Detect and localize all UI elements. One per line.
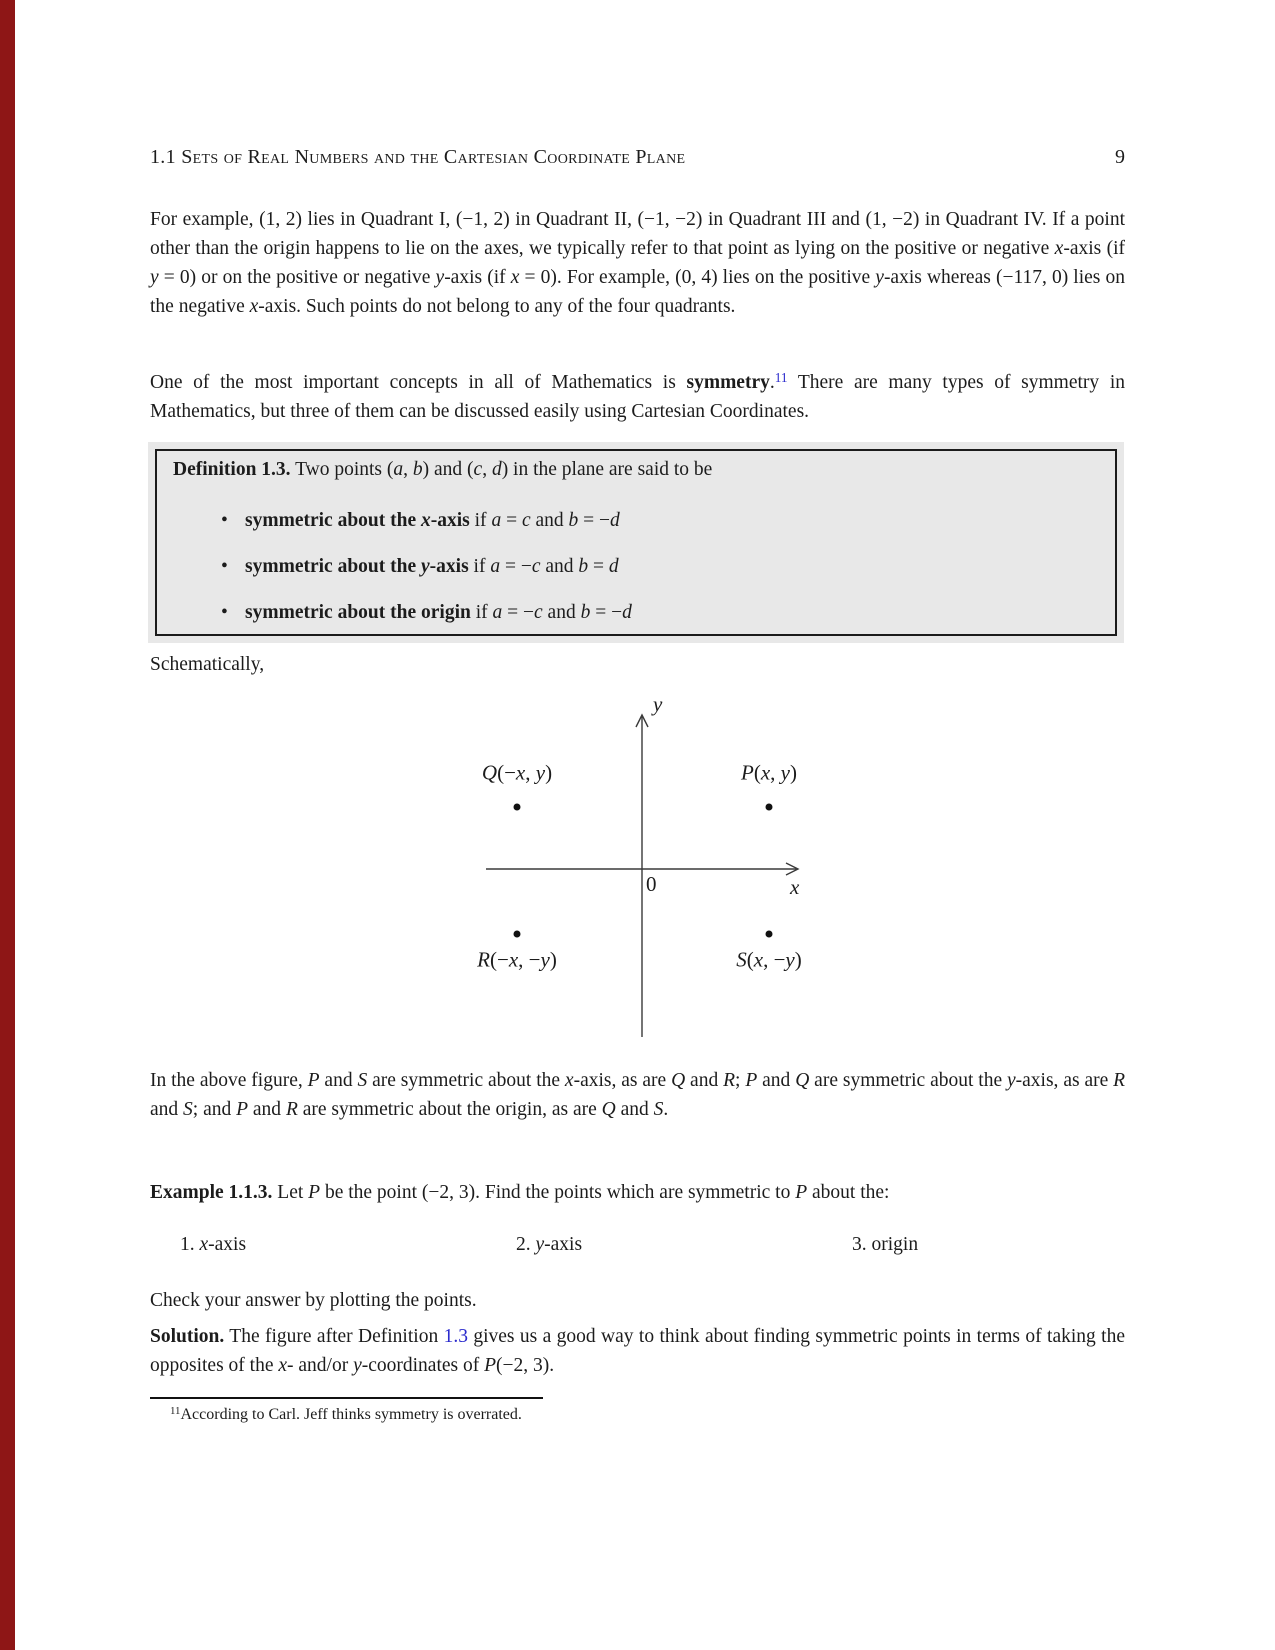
text-segment: 2. <box>516 1234 536 1255</box>
point-dot-s <box>766 931 773 938</box>
text-segment: , <box>403 459 413 480</box>
text-segment: y <box>785 947 795 972</box>
text-segment: 0 <box>646 872 657 896</box>
text-segment: ) <box>549 947 557 972</box>
text-segment: c <box>521 510 531 531</box>
solution-paragraph <box>150 1322 1125 1380</box>
definition-bullet-x-axis <box>173 506 1099 535</box>
text-segment: = − <box>590 602 623 623</box>
text-segment: , <box>770 760 781 785</box>
text-segment: ( <box>746 947 754 972</box>
check-answer-note: Check your answer by plotting the points. <box>150 1290 477 1311</box>
text-segment: . <box>769 372 775 393</box>
point-dot-p <box>766 804 773 811</box>
bullet-icon: • <box>221 602 228 623</box>
schematically-label: Schematically, <box>150 654 265 675</box>
text-segment: symmetric about the origin <box>245 602 471 623</box>
text-segment: are symmetric about the origin, as are <box>297 1099 602 1120</box>
text-segment: Q <box>481 760 498 785</box>
text-segment: (− <box>497 760 516 785</box>
text-segment: c <box>534 602 543 623</box>
text-segment: about the: <box>807 1182 890 1203</box>
text-segment: y <box>540 947 550 972</box>
definition-title <box>173 455 1099 484</box>
text-segment: P <box>745 1070 758 1091</box>
text-segment: and <box>540 556 579 577</box>
text-segment: There are many types of symmetry in Mathematics, but three of them can be discussed easily using Cartesian Coordinates. <box>150 372 1125 422</box>
symmetry-figure <box>450 692 830 1042</box>
text-segment: -coordinates of <box>361 1355 485 1376</box>
text-segment: if <box>469 510 492 531</box>
text-segment: 1. <box>180 1234 200 1255</box>
point-dot-q <box>514 804 521 811</box>
page-number: 9 <box>1115 146 1125 168</box>
text-segment: c <box>473 459 483 480</box>
text-segment: x <box>564 1070 574 1091</box>
definition-bullet-text <box>245 598 632 627</box>
text-segment: x <box>249 296 259 317</box>
text-segment: y <box>421 556 430 577</box>
text-segment: ) <box>794 947 802 972</box>
text-segment: For example, (1, 2) lies in Quadrant I, (−1, 2) in Quadrant II, (−1, −2) in Quadrant III and (1, −2) in Quadrant IV. If a point other than the origin happens to lie on the axes, we typically refer to that point as lying on the positive or negative <box>150 209 1125 259</box>
list-item-x-axis <box>180 1234 246 1256</box>
text-segment: ( <box>753 760 761 785</box>
text-segment: -axis (if <box>1063 238 1125 259</box>
text-segment: if <box>470 602 493 623</box>
answer-options-row <box>150 1234 1125 1264</box>
text-segment: x <box>790 875 800 899</box>
text-segment: R <box>285 1099 298 1120</box>
text-segment: are symmetric about the <box>367 1070 565 1091</box>
text-segment: x <box>508 947 519 972</box>
definition-bullet-y-axis <box>173 552 1099 581</box>
text-segment: Let <box>272 1182 309 1203</box>
text-segment: symmetric about the <box>245 556 422 577</box>
text-segment: y <box>535 760 546 785</box>
text-segment: symmetric about the <box>245 510 422 531</box>
text-segment: x <box>510 267 520 288</box>
text-segment: be the point (−2, 3). Find the points which are symmetric to <box>320 1182 796 1203</box>
text-segment: y <box>653 692 663 716</box>
text-segment: Example 1.1.3. <box>150 1182 273 1203</box>
text-segment: y <box>353 1355 362 1376</box>
text-segment: = − <box>578 510 610 531</box>
text-segment: Two points ( <box>290 459 394 480</box>
text-segment: d <box>608 556 619 577</box>
text-segment: Q <box>601 1099 616 1120</box>
text-segment: = <box>501 510 522 531</box>
text-segment: x <box>515 760 526 785</box>
text-segment: if <box>468 556 491 577</box>
text-segment: -axis, as are <box>573 1070 672 1091</box>
text-segment: -axis. Such points do not belong to any of the four quadrants. <box>258 296 736 317</box>
text-segment: b <box>412 459 423 480</box>
text-segment: In the above figure, <box>150 1070 308 1091</box>
text-segment: - and/or <box>287 1355 354 1376</box>
text-segment: S <box>736 947 747 972</box>
footnote-rule <box>150 1397 543 1399</box>
text-segment: 3. origin <box>852 1234 919 1255</box>
text-segment: and <box>615 1099 654 1120</box>
text-segment: = 0) or on the positive or negative <box>158 267 436 288</box>
text-segment: ; <box>735 1070 746 1091</box>
text-segment: -axis <box>208 1234 247 1255</box>
paragraph-quadrants <box>150 205 1125 321</box>
text-segment: -axis <box>430 510 470 531</box>
text-segment: x <box>199 1234 209 1255</box>
definition-bullet-text <box>245 506 620 535</box>
text-segment: = − <box>502 602 535 623</box>
text-segment: ) <box>545 760 553 785</box>
text-segment: , − <box>518 947 541 972</box>
paragraph-figure-explanation <box>150 1066 1125 1124</box>
text-segment: a <box>393 459 404 480</box>
text-segment: d <box>610 510 620 531</box>
text-segment: P <box>484 1355 497 1376</box>
text-segment: y <box>1007 1070 1016 1091</box>
text-segment: x <box>421 510 431 531</box>
text-segment: P <box>236 1099 249 1120</box>
text-segment: b <box>568 510 579 531</box>
text-segment: S <box>653 1099 664 1120</box>
text-segment: y <box>150 267 159 288</box>
text-segment: y <box>780 760 790 785</box>
y-axis-label <box>653 692 662 717</box>
footnote-ref-link[interactable]: 11 <box>774 370 788 386</box>
definition-1-3-link[interactable]: 1.3 <box>443 1326 468 1347</box>
list-item-origin <box>852 1234 918 1256</box>
x-axis-label <box>790 875 799 900</box>
text-segment: -axis (if <box>444 267 511 288</box>
text-segment: P <box>795 1182 808 1203</box>
text-segment: R <box>477 947 490 972</box>
text-segment: Solution. <box>150 1326 225 1347</box>
definition-box <box>148 442 1124 643</box>
text-segment: -axis whereas (−117, 0) lies on the negative <box>150 267 1126 317</box>
text-segment: a <box>491 510 502 531</box>
text-segment: ) and ( <box>422 459 474 480</box>
text-segment: y <box>535 1234 545 1255</box>
text-segment: = 0). For example, (0, 4) lies on the positive <box>519 267 876 288</box>
text-segment: x <box>760 760 771 785</box>
section-header: 1.1 Sets of Real Numbers and the Cartesian Coordinate Plane <box>150 146 686 168</box>
text-segment: S <box>183 1099 193 1120</box>
text-segment: b <box>578 556 589 577</box>
text-segment: R <box>1113 1070 1126 1091</box>
text-segment: a <box>490 556 501 577</box>
text-segment: y <box>435 267 445 288</box>
page-edge-stripe <box>0 0 15 1650</box>
origin-label <box>646 872 657 897</box>
text-segment: S <box>357 1070 368 1091</box>
bullet-icon: • <box>221 556 228 577</box>
text-segment: (−2, 3). <box>496 1355 555 1376</box>
text-segment: y <box>875 267 884 288</box>
text-segment: d <box>491 459 502 480</box>
text-segment: c <box>531 556 541 577</box>
text-segment: According to Carl. Jeff thinks symmetry is overrated. <box>180 1406 522 1423</box>
text-segment: and <box>319 1070 358 1091</box>
definition-box-frame <box>155 449 1117 636</box>
text-segment: . <box>663 1099 669 1120</box>
text-segment: gives us a good way to think about finding symmetric points in terms of taking the opposites of the <box>150 1326 1125 1376</box>
text-segment: -axis, as are <box>1015 1070 1114 1091</box>
text-segment: -axis <box>544 1234 583 1255</box>
definition-bullet-origin <box>173 598 1099 627</box>
text-segment: R <box>723 1070 736 1091</box>
text-segment: and <box>248 1099 286 1120</box>
point-dot-r <box>514 931 521 938</box>
list-item-y-axis <box>516 1234 582 1256</box>
axes-plot <box>450 692 830 1042</box>
text-segment: ; and <box>192 1099 237 1120</box>
text-segment: = <box>588 556 609 577</box>
text-segment: -axis <box>429 556 469 577</box>
text-segment: 11 <box>170 1405 181 1418</box>
text-segment: (− <box>489 947 509 972</box>
text-segment: One of the most important concepts in all of Mathematics is <box>150 372 687 393</box>
text-segment: and <box>530 510 569 531</box>
text-segment: and <box>150 1099 184 1120</box>
text-segment: Definition 1.3. <box>173 459 291 480</box>
point-label-s <box>736 948 802 973</box>
text-segment: Q <box>671 1070 686 1091</box>
text-segment: Q <box>795 1070 810 1091</box>
text-segment: x <box>278 1355 288 1376</box>
text-segment: , <box>482 459 492 480</box>
point-label-r <box>477 948 557 973</box>
text-segment: , − <box>763 947 786 972</box>
text-segment: d <box>622 602 632 623</box>
text-segment: = − <box>500 556 532 577</box>
text-segment: and <box>542 602 581 623</box>
text-segment: x <box>1054 238 1064 259</box>
text-segment: P <box>308 1182 321 1203</box>
bullet-icon: • <box>221 510 228 531</box>
text-segment: and <box>757 1070 796 1091</box>
point-label-q <box>482 761 552 786</box>
example-heading-paragraph <box>150 1178 1125 1207</box>
text-segment: , <box>525 760 536 785</box>
text-segment: a <box>492 602 503 623</box>
paragraph-symmetry <box>150 368 1125 426</box>
text-segment: x <box>753 947 764 972</box>
text-segment: and <box>685 1070 724 1091</box>
text-segment: ) in the plane are said to be <box>501 459 713 480</box>
text-segment: symmetry <box>686 372 770 393</box>
text-segment: are symmetric about the <box>809 1070 1007 1091</box>
text-segment: b <box>580 602 591 623</box>
text-segment: P <box>741 760 754 785</box>
footnote-text <box>150 1404 1125 1426</box>
text-segment: P <box>307 1070 320 1091</box>
text-segment: The figure after Definition <box>224 1326 444 1347</box>
page-header <box>150 146 1125 169</box>
text-segment: ) <box>789 760 797 785</box>
definition-bullet-text <box>245 552 619 581</box>
point-label-p <box>741 761 797 786</box>
